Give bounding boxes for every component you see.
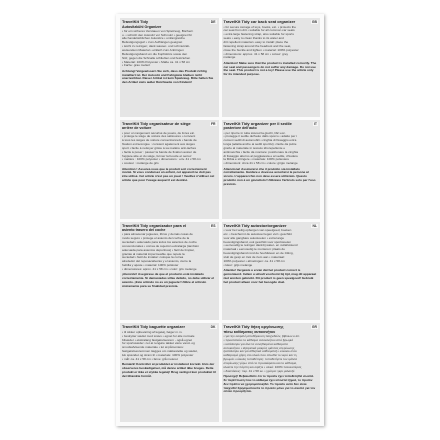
cell-subtitle: posteriore dell'auto <box>223 126 257 131</box>
feature-list <box>122 233 217 271</box>
cell-header <box>122 224 217 233</box>
feature-line: seats • easy to clean thanks to its water and <box>223 36 284 41</box>
language-code-badge: DE <box>210 20 216 24</box>
feature-line: • dimensiones: aprox. 41 x 58 cm • color: gris melange <box>122 266 197 271</box>
feature-line: • beskytter sædet mod snavs • egnet for alle normale <box>122 333 195 338</box>
cell-title: TravelKit Tidy organizador para el <box>122 222 187 228</box>
feature-line: convencionales • correa de sujeción extralarga (también <box>122 243 199 248</box>
cell-title: TravelKit Tidy <box>122 19 149 24</box>
warning-note: Προσοχή! Βεβαιωθείτε ότι το προϊόν έχει τοποθετηθεί σωστά. Σε περίπτωση που το κάθισμα έχει υποστεί ζημιά, το προϊόν δεν πρέπει να χρησιμοποιηθεί. Το προϊόν αυτό δεν είναι παιχνίδι! Χρησιμοποιείτε το προϊόν μόνο για το σκοπό για τον οποίο προορίζεται. <box>223 373 316 394</box>
cell-es <box>120 222 219 321</box>
feature-line: • for secure storage of toys, books, etc. • protects the <box>223 24 296 29</box>
feature-line: alle handelsüblichen Autositze • umfangreiche <box>122 36 185 41</box>
feature-line: • couleur : mélange de gris <box>122 161 159 166</box>
feature-line: fastgørelsesremmen lægges om nakkestøtte og sædet, <box>122 349 198 354</box>
cell-gb <box>222 18 321 117</box>
feature-line: sluit de gesp en trek de riem aan • materiaal: <box>223 255 285 259</box>
feature-line: • dimensioni: circa 41 x 58 cm • colore: grigio melange <box>223 161 298 166</box>
cell-subtitle: arrière de voiture <box>122 126 152 131</box>
feature-line: car seat from dirt • suitable for all common car seats <box>223 28 295 33</box>
cell-header <box>224 224 319 229</box>
feature-line: lunga (adatta anche ai sedili sportivi) • facile da pulire <box>223 142 297 147</box>
warning-note: ¡Atención! Asegúrese de que el producto esté instalado correctamente. Si demasiadas sillas debido, no debe utilizar el asiento. ¡Este artículo no es un juguete! Utilice el artículo únicamente para su finalidad prevista. <box>122 272 214 288</box>
feature-line: • per riporre in tutta sicurezza giochi, libri ecc. <box>223 130 286 135</box>
cell-title: TravelKit Tidy θήκη οργάνωσης <box>223 324 284 330</box>
feature-line: dirt repellent material • easy to install: place the <box>223 39 289 44</box>
feature-line: hebilla y ajuste • material: 100% poliéster <box>122 263 179 268</box>
language-code-badge: GR <box>311 325 317 330</box>
feature-line: antimacchia • facile da montare: posizionare la cinghia <box>223 149 299 154</box>
cell-subtitle: asiento trasero del coche <box>122 228 166 233</box>
cell-header <box>122 20 217 29</box>
warning-note: Attention ! Assurez-vous que le produit soit correctement monté. Si vous conduisez un enfant, cet appareil ne doit pas être utilisé. Cet article n'est pas un jouet ! Veuillez n'utiliser cet article que pour l'usage auquel il est destiné. <box>122 166 215 183</box>
feature-line: • facile à poser : passez la bande de fixation autour de <box>122 149 197 154</box>
warning-note: Attenzione! Assicurarsi che il prodotto sia installato correttamente. Guidare e dovesse accertarsi le persone al sicuro. L'apparecchio non deve essere utilizzato. Questo prodotto non è un giocattolo! Utilizzare l'articolo solo per l'uso previsto. <box>223 166 316 187</box>
feature-line: Sitz; gegen die Schnalle schließen und festziehen <box>122 55 191 60</box>
cell-dk <box>120 323 219 422</box>
cell-de <box>120 18 219 117</box>
feature-line: (κατάλληλο και για αθλητικά καθίσματα) • εύκολο στον <box>223 349 297 354</box>
feature-list <box>224 335 319 373</box>
feature-line: • extra large fastening strap, also suitable for sports <box>223 32 294 37</box>
feature-line: for sportssæder • let at rengøre takket være vand- og <box>122 341 195 346</box>
feature-line: • leicht zu reinigen; dank wasser- und schmutzab- <box>122 44 191 49</box>
cell-it <box>222 120 321 219</box>
feature-line: weisendem Material • einfach zum Anbringen <box>122 48 184 53</box>
feature-line: di fissaggio attorno al poggiatesta e al sedile, chiudere <box>223 153 298 158</box>
cell-subtitle: πίσω καθίσματος αυτοκινήτου <box>223 329 276 334</box>
feature-line: • Farbe: grau meliert <box>122 63 151 68</box>
cell-fr <box>120 120 219 219</box>
feature-line: αυτοκινήτου • εξαιρετικά μακρύς ιμάντας στερέωσης <box>223 345 295 350</box>
language-code-badge: IT <box>313 121 317 126</box>
feature-line: sport • facile à nettoyer grâce à sa matière anti-taches <box>122 145 196 150</box>
language-code-badge: FR <box>210 121 216 126</box>
feature-line: • für ein sicheres Verstauen von Spielzeug, Büchern <box>122 28 194 33</box>
feature-line: suciedad • fácil de instalar: coloque la correa <box>122 255 184 260</box>
cell-title: TravelKit Tidy organisateur de siège <box>122 120 191 126</box>
feature-line: • dimensions: approx. 41 x 58 cm • colour: grey <box>223 51 289 56</box>
feature-line: • protège le siège de voiture des salissures • convient <box>122 134 196 139</box>
cell-header <box>224 20 319 25</box>
feature-line: mélange <box>223 55 236 60</box>
cell-title: TravelKit Tidy organizer per il sedile <box>223 120 292 126</box>
feature-line: κλείστε την πόρπη και σφίξτε • υλικό: 100% πολυεστέρας <box>223 364 302 369</box>
feature-line: bevestigingsband rond de hoofdsteun en de zitting, <box>223 251 294 256</box>
feature-line: la fibbia e stringere • materiale: 100% poliestere <box>223 157 290 162</box>
cell-header <box>122 325 217 330</box>
feature-line: • til sikker opbevaring af legetøj, bøger m.m. <box>122 329 183 334</box>
feature-list <box>122 132 217 167</box>
feature-line: καθαρισμό χάρη στο υλικό που απωθεί το νερό και τη <box>223 353 297 358</box>
feature-line: • Material: 100% Polyester • Maße ca. 41 x 58 cm <box>122 59 191 64</box>
feature-line: etc. • beschermt de autostoel tegen vuil • geschikt <box>223 231 292 236</box>
language-code-badge: NL <box>312 223 317 228</box>
cell-header <box>224 122 319 131</box>
feature-line: • pour un rangement sécurisé de jouets, de livres etc. <box>122 130 195 135</box>
feature-line: στερέωσης γύρω από το προσκέφαλο και το κάθισμα, <box>223 360 298 365</box>
feature-line: • προστατεύει το κάθισμα αυτοκινήτου από βρωμιά <box>223 337 294 342</box>
feature-line: u. • schützt den Autositz vor Schmutz • geeignet für <box>122 32 193 37</box>
feature-line: • para almacenar juguetes, libros y demás cosas de <box>122 232 193 237</box>
instruction-sheet <box>116 14 324 426</box>
feature-line: alrededor del reposacabezas y el asiento, cierre la <box>122 259 192 264</box>
feature-line: • kleur: grijs melange <box>223 262 253 267</box>
feature-line: bevestigingsband, ook geschikt voor sportstoelen <box>223 239 292 244</box>
feature-line: modo seguro • protege el asiento del coche de la <box>122 236 190 241</box>
feature-line: Befestigungsband um die Kopfstütze sowie den <box>122 51 188 56</box>
feature-list <box>122 30 217 68</box>
cell-subtitle: Autositzkühl Organizer <box>122 24 162 29</box>
warning-note: Achtung! Vergewissern Sie sich, dass das Produkt richtig installiert ist. Der Autositz und Fahrgäste bleiben nicht unerreichbar. Dieser Artikel ist kein Spielzeug. Bitte halten Sie den Artikel stets außer Reichweite von Kindern! <box>122 68 214 85</box>
feature-line: bilsæder • ekstralang fastgørelsesrem - også egnet <box>122 337 193 342</box>
feature-line: • κατάλληλο για όλα τα συνηθισμένα καθίσματα <box>223 341 288 346</box>
language-code-badge: GB <box>311 20 317 24</box>
feature-line: à tous les sièges de voiture conventionnels • bande de <box>122 138 197 143</box>
warning-note: Attention! Make sure that the product is installed correctly. The car seat and passengers do not suffer any damage. Do not use the seat. This product is not a toy! Please use the article only for its intended purpose. <box>223 60 317 77</box>
cell-title: TravelKit Tidy autostoelorganizer <box>223 222 287 228</box>
feature-line: suciedad • adecuado para todos los asientos de coche <box>122 239 197 244</box>
feature-line: fixation extra-longue : convient également aux sièges <box>122 142 195 147</box>
feature-line: 100% polyester • afmetingen: ca. 41 x 58 cm <box>223 258 285 263</box>
feature-line: Befestigungsgurt • zum Aufhängen geeignet <box>122 40 183 45</box>
warning-note: Bemærk! Kontrollér at produktet er installeret korrekt. Hvis der observeres beskadigelser, må denne artikel ikke bruges. Dette produkt er ikke et stykke legetøj! Brug venligst kun produktet til det tiltænkte formål. <box>122 362 216 378</box>
language-grid <box>120 18 320 422</box>
feature-line: close the buckle and tighten • material: 100% polyester <box>223 47 299 52</box>
feature-line: voor alle gangbare autostoelen • extra lange <box>223 235 285 240</box>
feature-line: • για την ασφαλή αποθήκευση παιχνιδιών, βιβλίων κ.λπ. <box>223 334 301 339</box>
feature-line: βρωμιά • εύκολη τοποθέτηση: τοποθετήστε τον ιμάντα <box>223 357 298 362</box>
feature-line: materiaal • eenvoudig te monteren: plaats de <box>223 247 285 252</box>
feature-line: • matière : 100% polyester • dimensions : env. 41 x 58 cm <box>122 157 201 162</box>
feature-list <box>122 331 217 362</box>
feature-line: gracias al material impermeable que repele la <box>122 251 185 256</box>
warning-note: Attentie! Vergewis u ervan dat het product correct is gemonteerd. Indien u uitvalt voorkomt bij tijd, mag dit apparaat niet worden gebruikt. Dit product is geen speelgoed! Gebruik het product alleen voor het beoogde doel. <box>223 268 317 284</box>
feature-list <box>224 229 319 267</box>
feature-line: fastening strap around the headrest and the seat, <box>223 43 292 48</box>
feature-list <box>224 132 319 167</box>
language-code-badge: ES <box>210 223 216 228</box>
cell-header <box>224 325 319 334</box>
feature-line: smudsafvisende materiale • let at påmontere: <box>122 345 184 350</box>
feature-line: luk spændet og stram til • materiale: 100% polyester <box>122 352 194 357</box>
feature-line: • διαστάσεις: περ. 41 x 58 εκ. • χρώμα: γκρι μελανζέ <box>223 368 295 373</box>
cell-nl <box>222 222 321 321</box>
feature-line: • mål: ca. 41 x 58 cm • farve: grå meleret <box>122 356 178 361</box>
feature-line: • protegge il sedile dell'auto dallo sporco • adatto per i <box>223 134 297 139</box>
feature-line: adecuada para asientos deportivos) • fácil de limpiar, <box>122 247 195 252</box>
feature-line: l'appuie-tête et du siège, fermer la boucle et serrez <box>122 153 192 158</box>
cell-title: TravelKit Tidy car back seat organizer <box>223 19 296 24</box>
cell-gr <box>222 323 321 422</box>
feature-line: comuni sedili di automobili • cinghia di fissaggio extra <box>223 138 297 143</box>
feature-line: • eenvoudig te reinigen dankzij water- en vuilafstotend <box>223 243 298 248</box>
language-code-badge: DK <box>210 325 216 330</box>
feature-line: grazie al materiale in tessuto idrorepellente e <box>223 145 286 150</box>
feature-list <box>224 26 319 61</box>
cell-title: TravelKit Tidy baguette organizer <box>122 324 186 330</box>
feature-line: • voor het veilig opbergen van speelgoed, boeken <box>223 228 292 233</box>
cell-header <box>122 122 217 131</box>
